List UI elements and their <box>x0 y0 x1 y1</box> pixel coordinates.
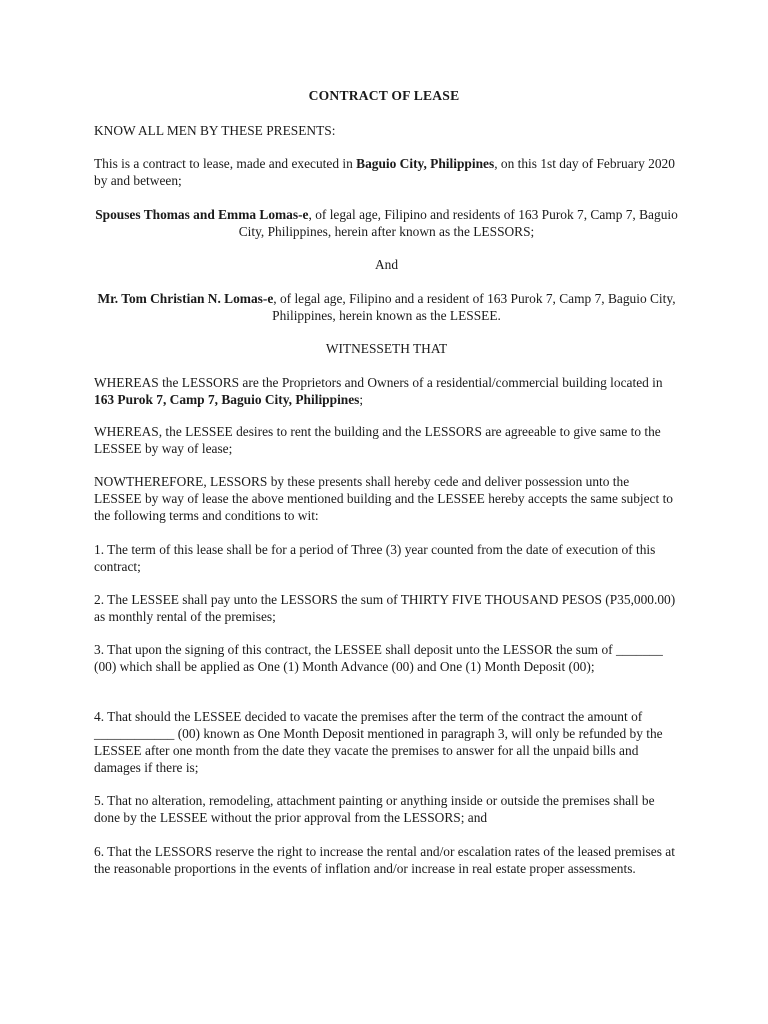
term-3: 3. That upon the signing of this contract, the LESSEE shall deposit unto the LESSOR the sum of _______ (00) which shall be applied as One (1) Month Advance (00) and One (1) Month Deposit (00); <box>94 642 663 674</box>
preamble-paragraph <box>94 155 679 189</box>
lessors-paragraph <box>94 206 679 240</box>
lessee-details: , of legal age, Filipino and a resident of 163 Purok 7, Camp 7, Baguio City, Philippines, herein known as the LESSEE. <box>272 291 676 323</box>
lessee-paragraph <box>94 290 679 324</box>
witnesseth-heading: WITNESSETH THAT <box>325 341 448 356</box>
nowtherefore-paragraph: NOWTHEREFORE, LESSORS by these presents shall hereby cede and deliver possession unto the LESSEE by way of lease the above mentioned building and the LESSEE hereby accepts the same subject to the following terms and conditions to wit: <box>94 474 673 523</box>
lessors-name: Spouses Thomas and Emma Lomas-e <box>95 207 309 222</box>
term-2: 2. The LESSEE shall pay unto the LESSORS the sum of THIRTY FIVE THOUSAND PESOS (P35,000.00) as monthly rental of the premises; <box>94 592 676 624</box>
whereas-ownership-paragraph <box>94 374 679 408</box>
whereas-rent-paragraph: WHEREAS, the LESSEE desires to rent the building and the LESSORS are agreeable to give same to the LESSEE by way of lease; <box>94 424 661 456</box>
whereas1-text-c: ; <box>359 392 364 407</box>
whereas1-address: 163 Purok 7, Camp 7, Baguio City, Philippines <box>94 392 360 407</box>
and-separator: And <box>374 257 399 272</box>
preamble-text-a: This is a contract to lease, made and executed in <box>94 156 357 171</box>
term-5: 5. That no alteration, remodeling, attachment painting or anything inside or outside the premises shall be done by the LESSEE without the prior approval from the LESSORS; and <box>94 793 655 825</box>
whereas1-text-a: WHEREAS the LESSORS are the Proprietors and Owners of a residential/commercial building located in <box>94 375 663 390</box>
lessee-name: Mr. Tom Christian N. Lomas-e <box>97 291 274 306</box>
term-1: 1. The term of this lease shall be for a period of Three (3) year counted from the date of execution of this contract; <box>94 542 656 574</box>
document-title: CONTRACT OF LEASE <box>308 88 460 103</box>
term-4: 4. That should the LESSEE decided to vacate the premises after the term of the contract the amount of ____________ (00) known as One Month Deposit mentioned in paragraph 3, will only be refunded by the LESSEE after one month from the date they vacate the premises to answer for all the unpaid bills and damages if there is; <box>94 709 663 775</box>
preamble-text-c: , on this 1st day of February 2020 by and between; <box>94 156 675 188</box>
intro-line: KNOW ALL MEN BY THESE PRESENTS: <box>94 123 336 138</box>
lessors-details: , of legal age, Filipino and residents of 163 Purok 7, Camp 7, Baguio City, Philippines, herein after known as the LESSORS; <box>238 207 678 239</box>
term-6: 6. That the LESSORS reserve the right to increase the rental and/or escalation rates of the leased premises at the reasonable proportions in the events of inflation and/or increase in real estate proper assessments. <box>94 844 675 876</box>
preamble-city: Baguio City, Philippines <box>356 156 495 171</box>
